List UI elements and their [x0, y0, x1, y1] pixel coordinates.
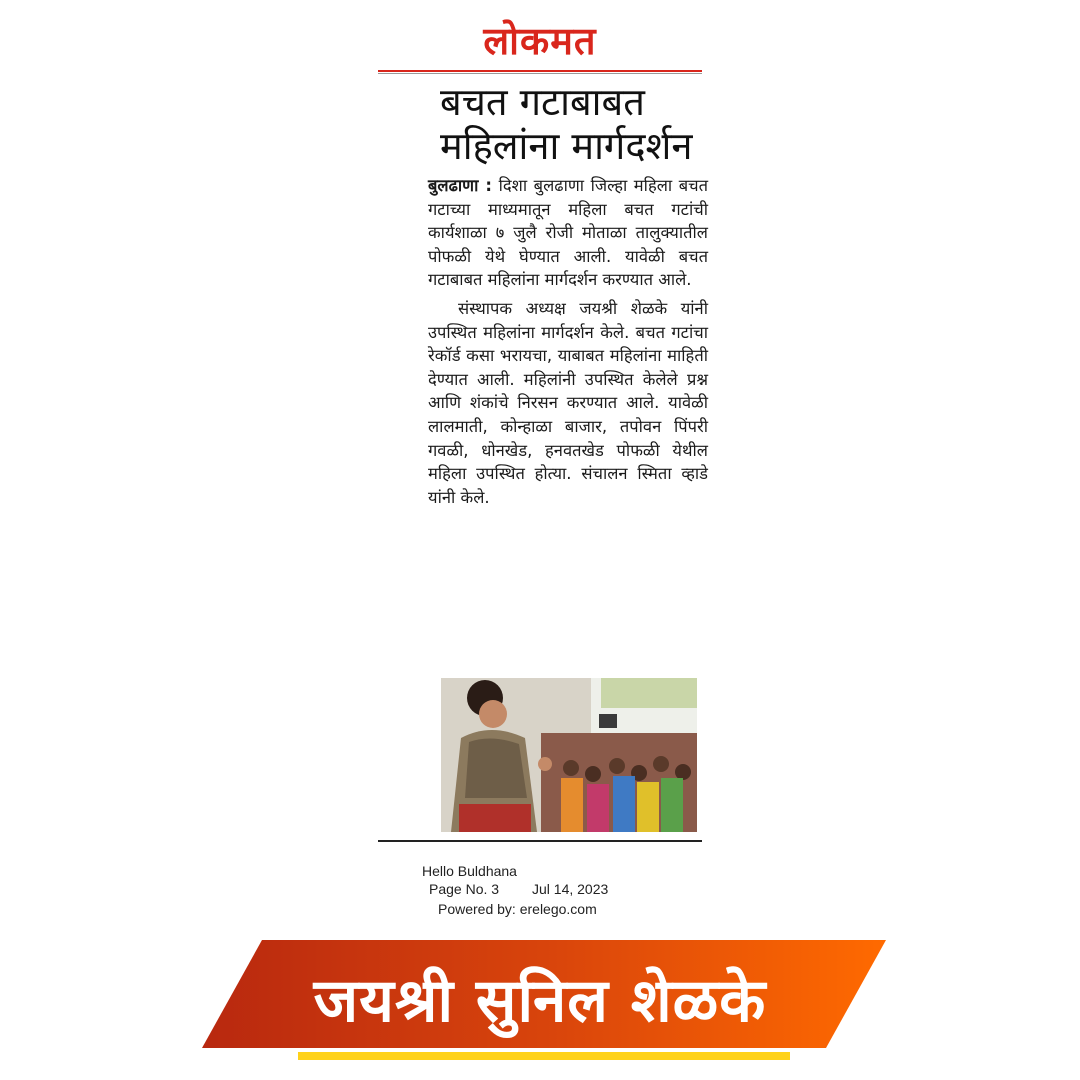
article-bottom-rule — [378, 840, 702, 842]
dateline: बुलढाणा : — [428, 176, 493, 195]
page-number: Page No. 3 — [429, 881, 500, 897]
banner-underline — [298, 1052, 790, 1060]
publish-date: Jul 14, 2023 — [532, 881, 609, 897]
newspaper-logo: लोकमत — [483, 18, 597, 63]
masthead-divider-thin — [378, 73, 702, 74]
masthead-divider — [378, 70, 702, 72]
article-paragraph-1 — [428, 174, 708, 292]
headline-line-2: महिलांना मार्गदर्शन — [440, 124, 693, 168]
banner-name-text: जयश्री सुनिल शेळके — [313, 966, 767, 1036]
powered-by: Powered by: erelego.com — [438, 901, 597, 917]
article-photo — [441, 678, 697, 832]
article-headline — [440, 80, 700, 168]
article-body — [428, 174, 708, 509]
source-label: Hello Buldhana — [422, 863, 517, 879]
article-paragraph-2: संस्थापक अध्यक्ष जयश्री शेळके यांनी उपस्थित महिलांना मार्गदर्शन केले. बचत गटांचा रेकॉर्ड कसा भरायचा, याबाबत महिलांना माहिती देण्यात आली. महिलांनी उपस्थित केलेले प्रश्न आणि शंकांचे निरसन करण्यात आले. यावेळी लालमाती, कोन्हाळा बाजार, तपोवन पिंपरी गवळी, धोनखेड, हनवतखेड पोफळी येथील महिला उपस्थित होत्या. संचालन स्मिता व्हाडे यांनी केले. — [428, 298, 708, 507]
headline-line-1: बचत गटाबाबत — [440, 80, 645, 124]
paragraph-1-text: दिशा बुलढाणा जिल्हा महिला बचत गटाच्या माध्यमातून महिला बचत गटांची कार्यशाळा ७ जुलै रोजी मोताळा तालुक्यातील पोफळी येथे घेण्यात आली. यावेळी बचत गटाबाबत महिलांना मार्गदर्शन करण्यात आले. — [428, 176, 709, 290]
